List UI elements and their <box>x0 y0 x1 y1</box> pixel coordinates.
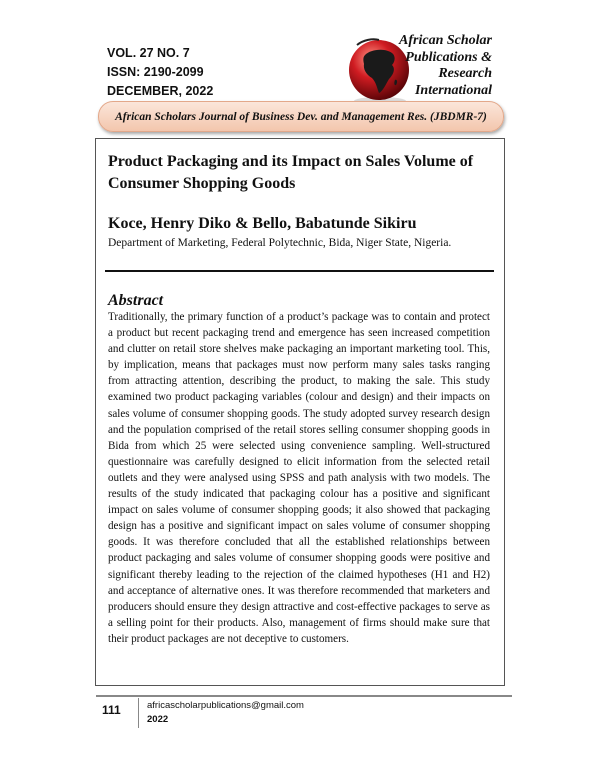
article-authors: Koce, Henry Diko & Bello, Babatunde Sikiru <box>108 215 417 232</box>
contact-email: africascholarpublications@gmail.com <box>147 700 304 711</box>
article-title: Product Packaging and its Impact on Sales Volume of Consumer Shopping Goods <box>108 153 474 192</box>
journal-issue-info <box>107 44 213 101</box>
section-divider <box>105 270 494 272</box>
footer-year: 2022 <box>147 714 169 725</box>
journal-name-banner: African Scholars Journal of Business Dev. and Management Res. (JBDMR-7) <box>98 101 504 132</box>
issn-label: ISSN: 2190-2099 <box>107 65 204 79</box>
author-affiliation: Department of Marketing, Federal Polytechnic, Bida, Niger State, Nigeria. <box>108 237 452 249</box>
page-number: 111 <box>102 703 121 717</box>
volume-label: VOL. 27 NO. 7 <box>107 46 190 60</box>
abstract-text: Traditionally, the primary function of a product’s package was to contain and protect a product but recent packaging trend and emergence has seen increased competition and clutter on retail store shelves make packaging an important marketing tool. This, by implication, means that packages must now perform many sales tasks ranging from attracting attention, describing the product, to making the sale. This study examined two product packaging variables (colour and design) and their impacts on sales volume of consumer shopping goods. The study adopted survey research design and the population comprised of the retail stores selling consumer shopping goods in Bida from which 25 were selected using convenience sampling. Well-structured questionnaire was carefully designed to elicit information from the selected retail outlets and they were analysed using SPSS and path analysis with two models. The results of the study indicated that packaging colour has a positive and significant impact on sales volume of consumer shopping goods; it also showed that packaging design has a positive and significant impact on sales volume of consumer shopping goods. It was therefore concluded that all the established relationships between product packaging and sales volume of consumer shopping goods were positive and significant thereby leading to the rejection of the claimed hypotheses (H1 and H2) and acceptance of alternative ones. It was therefore recommended that marketers and producers should ensure they design attractive and cost-effective packages to serve as a selling point for their products. Also, management of firms should make sure that their product packages are not deceptive to customers. <box>108 311 490 645</box>
footer-divider <box>96 695 512 697</box>
date-label: DECEMBER, 2022 <box>107 84 214 98</box>
publisher-name: African Scholar Publications & Research International <box>399 33 492 98</box>
footer-separator <box>138 698 139 728</box>
abstract-heading: Abstract <box>108 292 164 309</box>
